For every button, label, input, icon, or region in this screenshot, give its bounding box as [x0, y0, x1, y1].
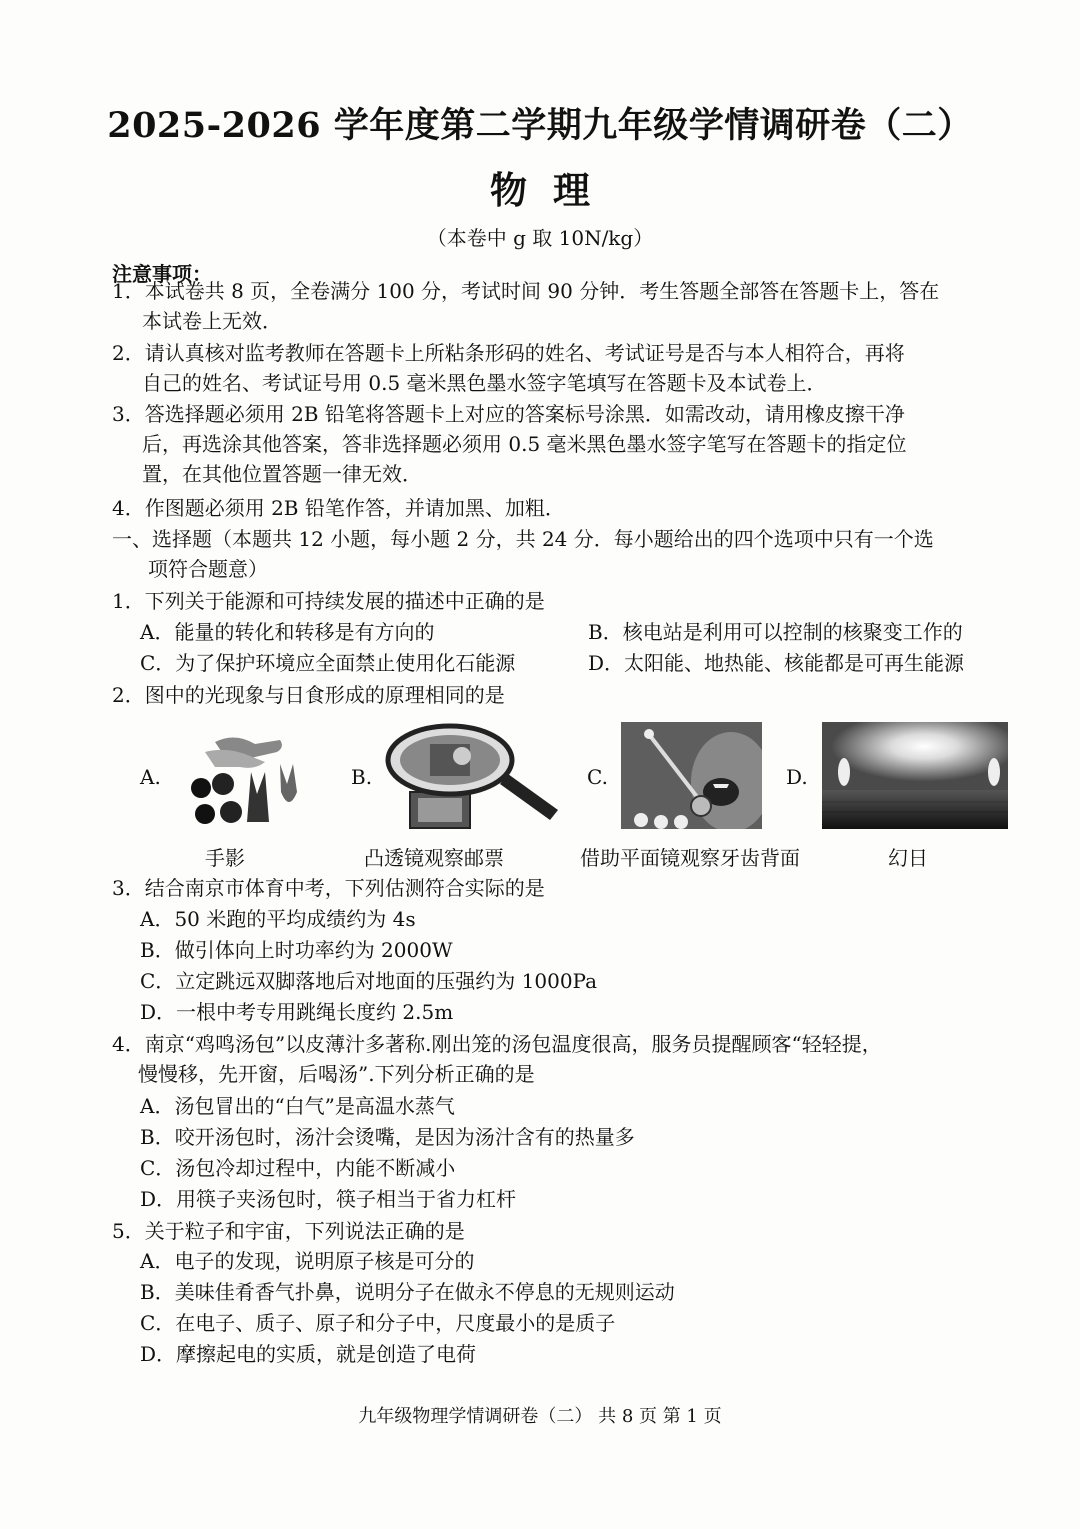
q4-stem-line: 4．南京“鸡鸣汤包”以皮薄汁多著称.刚出笼的汤包温度很高，服务员提醒顾客“轻轻提， [112, 1032, 882, 1056]
notice-heading: 注意事项： [112, 262, 212, 286]
q4-option-d: D．用筷子夹汤包时，筷子相当于省力杠杆 [140, 1187, 517, 1211]
q5-option-a: A．电子的发现，说明原子核是可分的 [140, 1249, 475, 1273]
g-note: （本卷中 g 取 10N/kg） [426, 226, 654, 250]
q5-stem: 5．关于粒子和宇宙，下列说法正确的是 [112, 1219, 465, 1243]
notice-line: 4．作图题必须用 2B 铅笔作答，并请加黑、加粗． [112, 496, 565, 520]
notice-line: 后，再选涂其他答案，答非选择题必须用 0.5 毫米黑色墨水签字笔写在答题卡的指定位 [142, 432, 907, 456]
q3-option-b: B．做引体向上时功率约为 2000W [140, 938, 453, 962]
q4-stem-line: 慢慢移，先开窗，后喝汤”.下列分析正确的是 [138, 1062, 535, 1086]
notice-item-3 [112, 399, 907, 489]
caption-a: 手影 [205, 846, 245, 870]
notice-line: 1．本试卷共 8 页，全卷满分 100 分，考试时间 90 分钟．考生答题全部答在答题卡上，答在 [112, 279, 940, 303]
notice-line: 本试卷上无效． [142, 309, 282, 333]
q4-option-a: A．汤包冒出的“白气”是高温水蒸气 [140, 1094, 455, 1118]
magnifier-stamp-image [380, 722, 565, 832]
section-line: 项符合题意） [148, 557, 268, 581]
q2-label-d: D. [786, 765, 808, 789]
q4-option-c: C．汤包冷却过程中，内能不断减小 [140, 1156, 456, 1180]
notice-item-4 [112, 493, 565, 523]
page-footer: 九年级物理学情调研卷（二） 共 8 页 第 1 页 [358, 1406, 722, 1427]
section-heading [112, 524, 934, 584]
q3-option-d: D．一根中考专用跳绳长度约 2.5m [140, 1000, 454, 1024]
q1-option-a: A．能量的转化和转移是有方向的 [140, 620, 435, 644]
section-line: 一、选择题（本题共 12 小题，每小题 2 分，共 24 分．每小题给出的四个选项中只有一个选 [112, 527, 934, 551]
dental-mirror-image [621, 722, 762, 829]
q1-option-c: C．为了保护环境应全面禁止使用化石能源 [140, 651, 516, 675]
notice-line: 置，在其他位置答题一律无效． [142, 462, 422, 486]
q5-option-c: C．在电子、质子、原子和分子中，尺度最小的是质子 [140, 1311, 616, 1335]
notice-item-2 [112, 338, 905, 398]
notice-line: 2．请认真核对监考教师在答题卡上所粘条形码的姓名、考试证号是否与本人相符合，再将 [112, 341, 905, 365]
hand-shadow-image [185, 722, 315, 832]
caption-c: 借助平面镜观察牙齿背面 [580, 846, 800, 870]
caption-d: 幻日 [888, 846, 928, 870]
q4-stem [112, 1029, 882, 1089]
q3-option-a: A．50 米跑的平均成绩约为 4s [140, 907, 416, 931]
notice-line: 3．答选择题必须用 2B 铅笔将答题卡上对应的答案标号涂黑．如需改动，请用橡皮擦干净 [112, 402, 905, 426]
q5-option-b: B．美味佳肴香气扑鼻，说明分子在做永不停息的无规则运动 [140, 1280, 675, 1304]
exam-title: 2025-2026 学年度第二学期九年级学情调研卷（二） [107, 105, 973, 146]
q3-stem: 3．结合南京市体育中考，下列估测符合实际的是 [112, 876, 545, 900]
q2-label-a: A. [140, 765, 161, 789]
q4-option-b: B．咬开汤包时，汤汁会烫嘴，是因为汤汁含有的热量多 [140, 1125, 635, 1149]
q1-option-b: B．核电站是利用可以控制的核聚变工作的 [588, 620, 963, 644]
q1-option-d: D．太阳能、地热能、核能都是可再生能源 [588, 651, 965, 675]
sundog-image [822, 722, 1008, 829]
q3-option-c: C．立定跳远双脚落地后对地面的压强约为 1000Pa [140, 969, 598, 993]
notice-line: 自己的姓名、考试证号用 0.5 毫米黑色墨水签字笔填写在答题卡及本试卷上． [142, 371, 827, 395]
notice-item-1 [112, 276, 939, 336]
q2-label-c: C. [587, 765, 608, 789]
q5-option-d: D．摩擦起电的实质，就是创造了电荷 [140, 1342, 477, 1366]
caption-b: 凸透镜观察邮票 [364, 846, 504, 870]
subject-title: 物理 [490, 168, 616, 212]
q2-stem: 2．图中的光现象与日食形成的原理相同的是 [112, 683, 505, 707]
q2-label-b: B. [351, 765, 373, 789]
q1-stem: 1．下列关于能源和可持续发展的描述中正确的是 [112, 589, 545, 613]
